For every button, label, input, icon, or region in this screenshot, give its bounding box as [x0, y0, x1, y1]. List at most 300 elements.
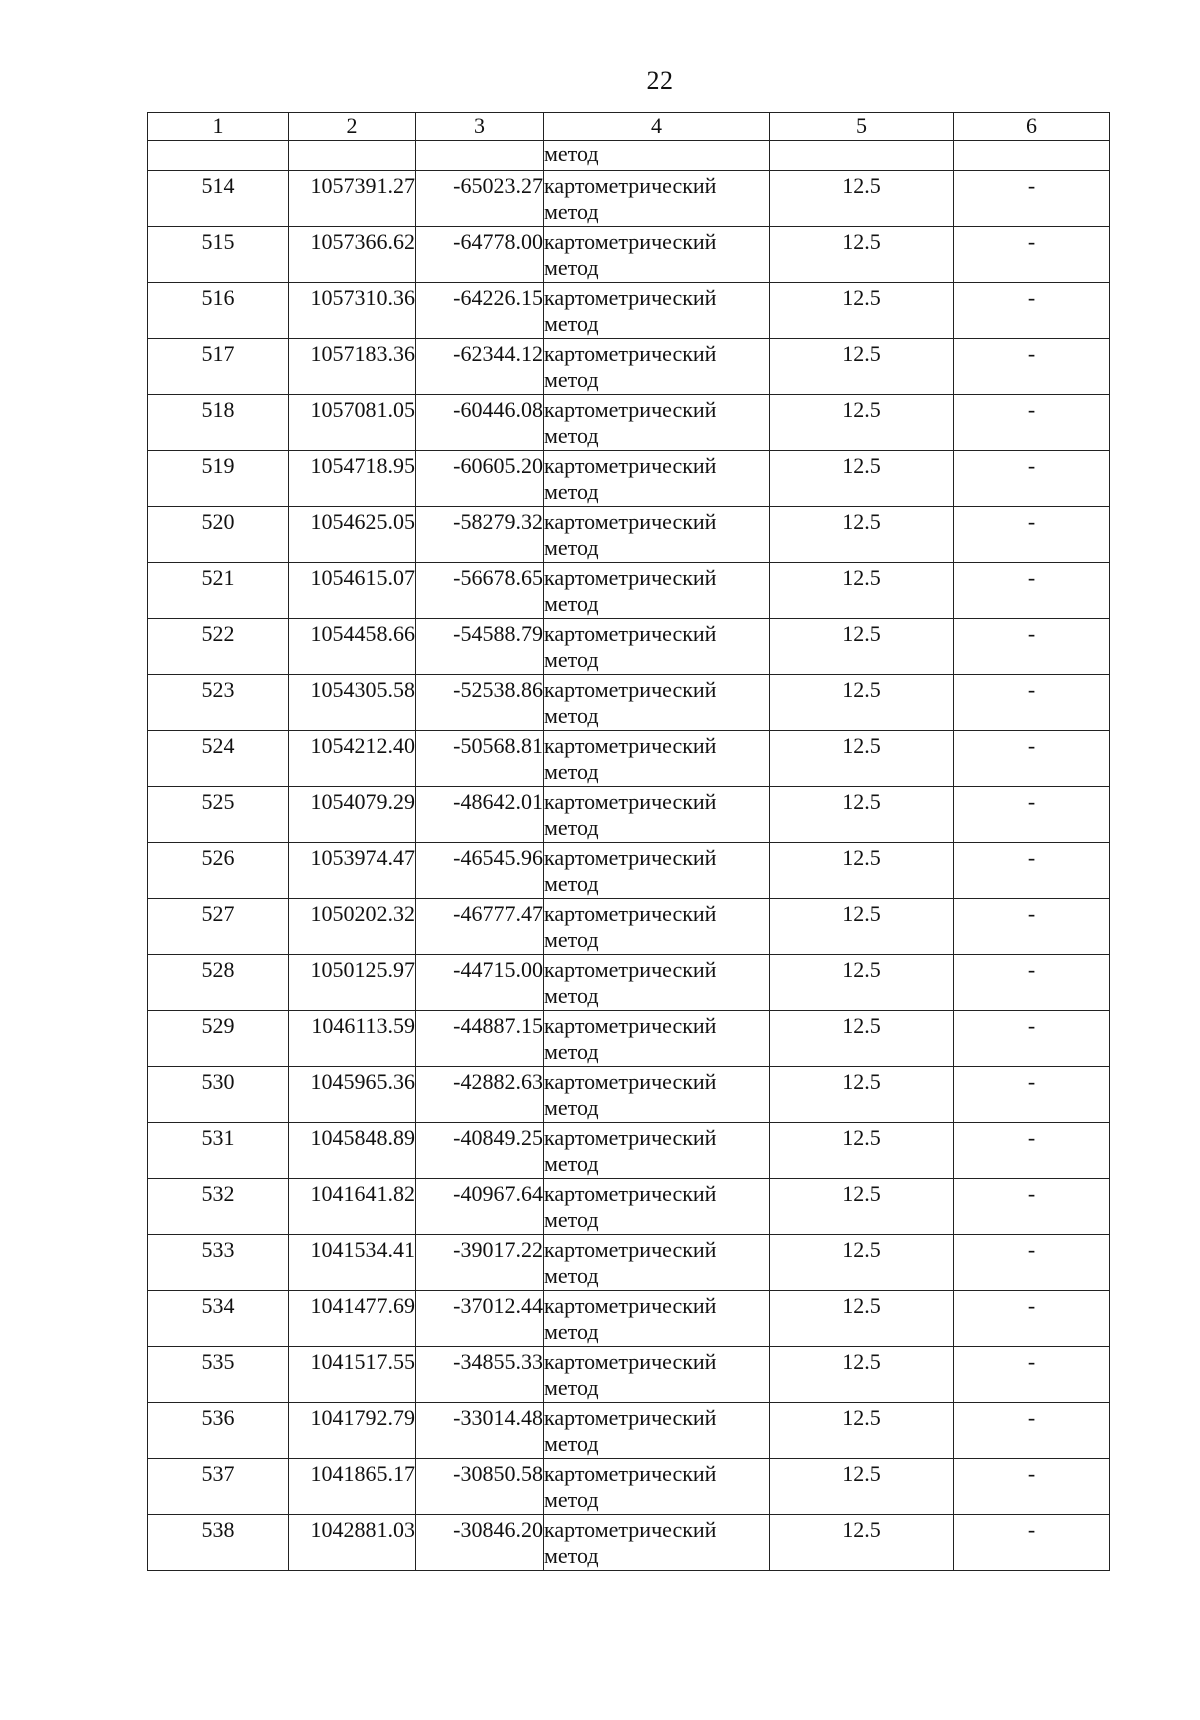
- accuracy-cell: [770, 1235, 954, 1291]
- method-cell: [544, 619, 770, 675]
- method-cell: [544, 1011, 770, 1067]
- note-cell: [954, 1179, 1110, 1235]
- table-row: [148, 731, 1110, 787]
- x-coordinate-cell-text: 1041792.79: [310, 1405, 415, 1430]
- x-coordinate-cell: [289, 731, 416, 787]
- point-number-cell-text: 514: [201, 173, 235, 198]
- x-coordinate-cell: [289, 899, 416, 955]
- y-coordinate-cell-text: -34855.33: [453, 1349, 543, 1374]
- x-coordinate-cell-text: 1057310.36: [310, 285, 415, 310]
- table-row: [148, 1067, 1110, 1123]
- point-number-cell-text: 531: [201, 1125, 235, 1150]
- accuracy-cell: [770, 1515, 954, 1571]
- method-cell-text: картометрический метод: [544, 1461, 717, 1512]
- method-cell-text: картометрический метод: [544, 621, 717, 672]
- table-row: [148, 843, 1110, 899]
- table-cell: [416, 141, 544, 171]
- accuracy-cell-text: 12.5: [842, 845, 881, 870]
- point-number-cell-text: 519: [201, 453, 235, 478]
- y-coordinate-cell-text: -64778.00: [453, 229, 543, 254]
- accuracy-cell: [770, 563, 954, 619]
- accuracy-cell: [770, 227, 954, 283]
- y-coordinate-cell-text: -56678.65: [453, 565, 543, 590]
- x-coordinate-cell-text: 1054615.07: [310, 565, 415, 590]
- point-number-cell-text: 537: [201, 1461, 235, 1486]
- y-coordinate-cell: [416, 1347, 544, 1403]
- y-coordinate-cell-text: -44715.00: [453, 957, 543, 982]
- x-coordinate-cell: [289, 1123, 416, 1179]
- point-number-cell-text: 534: [201, 1293, 235, 1318]
- table-body: [148, 141, 1110, 1571]
- note-cell-text: -: [1027, 1293, 1036, 1318]
- note-cell: [954, 731, 1110, 787]
- point-number-cell-text: 517: [201, 341, 235, 366]
- point-number-cell: [148, 955, 289, 1011]
- note-cell-text: -: [1027, 677, 1036, 702]
- accuracy-cell-text: 12.5: [842, 1461, 881, 1486]
- accuracy-cell-text: 12.5: [842, 1181, 881, 1206]
- y-coordinate-cell: [416, 395, 544, 451]
- method-cell: [544, 451, 770, 507]
- accuracy-cell: [770, 171, 954, 227]
- y-coordinate-cell-text: -46777.47: [453, 901, 543, 926]
- note-cell-text: -: [1027, 285, 1036, 310]
- accuracy-cell: [770, 1459, 954, 1515]
- method-cell-text: картометрический метод: [544, 677, 717, 728]
- note-cell-text: -: [1027, 901, 1036, 926]
- y-coordinate-cell: [416, 563, 544, 619]
- accuracy-cell: [770, 339, 954, 395]
- table-row: [148, 1347, 1110, 1403]
- note-cell-text: -: [1027, 341, 1036, 366]
- point-number-cell-text: 521: [201, 565, 235, 590]
- point-number-cell: [148, 1011, 289, 1067]
- note-cell: [954, 619, 1110, 675]
- method-cell-text: картометрический метод: [544, 453, 717, 504]
- note-cell: [954, 675, 1110, 731]
- table-row: [148, 955, 1110, 1011]
- method-cell: [544, 563, 770, 619]
- continuation-method-cell: метод: [544, 141, 770, 171]
- method-cell: [544, 955, 770, 1011]
- method-cell-text: картометрический метод: [544, 957, 717, 1008]
- method-cell-text: картометрический метод: [544, 789, 717, 840]
- note-cell-text: -: [1027, 789, 1036, 814]
- y-coordinate-cell-text: -52538.86: [453, 677, 543, 702]
- accuracy-cell-text: 12.5: [842, 1013, 881, 1038]
- x-coordinate-cell: [289, 675, 416, 731]
- x-coordinate-cell-text: 1041865.17: [310, 1461, 415, 1486]
- note-cell: [954, 1123, 1110, 1179]
- note-cell: [954, 171, 1110, 227]
- method-cell-text: картометрический метод: [544, 1181, 717, 1232]
- accuracy-cell: [770, 899, 954, 955]
- table-row: [148, 1123, 1110, 1179]
- method-cell: [544, 1067, 770, 1123]
- x-coordinate-cell: [289, 171, 416, 227]
- accuracy-cell: [770, 1123, 954, 1179]
- x-coordinate-cell: [289, 1347, 416, 1403]
- accuracy-cell-text: 12.5: [842, 509, 881, 534]
- note-cell: [954, 955, 1110, 1011]
- y-coordinate-cell-text: -54588.79: [453, 621, 543, 646]
- x-coordinate-cell-text: 1041534.41: [310, 1237, 415, 1262]
- point-number-cell: [148, 1067, 289, 1123]
- note-cell-text: -: [1027, 621, 1036, 646]
- point-number-cell-text: 520: [201, 509, 235, 534]
- y-coordinate-cell: [416, 843, 544, 899]
- method-cell: [544, 1291, 770, 1347]
- accuracy-cell-text: 12.5: [842, 397, 881, 422]
- point-number-cell: [148, 1459, 289, 1515]
- accuracy-cell-text: 12.5: [842, 453, 881, 478]
- y-coordinate-cell: [416, 1067, 544, 1123]
- note-cell-text: -: [1027, 509, 1036, 534]
- note-cell: [954, 563, 1110, 619]
- continuation-row: [148, 141, 1110, 171]
- accuracy-cell: [770, 843, 954, 899]
- method-cell-text: картометрический метод: [544, 509, 717, 560]
- y-coordinate-cell: [416, 1403, 544, 1459]
- method-cell: [544, 731, 770, 787]
- point-number-cell-text: 523: [201, 677, 235, 702]
- accuracy-cell-text: 12.5: [842, 1293, 881, 1318]
- table-cell: [770, 141, 954, 171]
- table-row: [148, 899, 1110, 955]
- method-cell: [544, 339, 770, 395]
- column-header: 2: [289, 113, 416, 141]
- x-coordinate-cell-text: 1057366.62: [310, 229, 415, 254]
- point-number-cell-text: 535: [201, 1349, 235, 1374]
- x-coordinate-cell: [289, 1459, 416, 1515]
- method-cell: [544, 395, 770, 451]
- note-cell: [954, 1067, 1110, 1123]
- method-cell: [544, 899, 770, 955]
- accuracy-cell-text: 12.5: [842, 1237, 881, 1262]
- point-number-cell: [148, 675, 289, 731]
- table-row: [148, 675, 1110, 731]
- note-cell: [954, 339, 1110, 395]
- table-cell: [289, 141, 416, 171]
- column-header: 1: [148, 113, 289, 141]
- table-row: [148, 451, 1110, 507]
- point-number-cell-text: 525: [201, 789, 235, 814]
- x-coordinate-cell-text: 1041641.82: [310, 1181, 415, 1206]
- x-coordinate-cell-text: 1054212.40: [310, 733, 415, 758]
- y-coordinate-cell-text: -62344.12: [453, 341, 543, 366]
- column-header: 5: [770, 113, 954, 141]
- note-cell: [954, 1235, 1110, 1291]
- point-number-cell: [148, 1291, 289, 1347]
- x-coordinate-cell: [289, 227, 416, 283]
- table-cell: [954, 141, 1110, 171]
- x-coordinate-cell: [289, 507, 416, 563]
- accuracy-cell-text: 12.5: [842, 677, 881, 702]
- y-coordinate-cell: [416, 227, 544, 283]
- point-number-cell-text: 536: [201, 1405, 235, 1430]
- x-coordinate-cell: [289, 1011, 416, 1067]
- point-number-cell-text: 518: [201, 397, 235, 422]
- method-cell-text: картометрический метод: [544, 1517, 717, 1568]
- point-number-cell: [148, 507, 289, 563]
- point-number-cell: [148, 731, 289, 787]
- x-coordinate-cell: [289, 451, 416, 507]
- method-cell-text: картометрический метод: [544, 1293, 717, 1344]
- accuracy-cell-text: 12.5: [842, 229, 881, 254]
- y-coordinate-cell: [416, 1515, 544, 1571]
- method-cell-text: картометрический метод: [544, 1013, 717, 1064]
- accuracy-cell-text: 12.5: [842, 1517, 881, 1542]
- point-number-cell-text: 516: [201, 285, 235, 310]
- point-number-cell: [148, 395, 289, 451]
- table-row: [148, 1515, 1110, 1571]
- note-cell-text: -: [1027, 397, 1036, 422]
- point-number-cell: [148, 1179, 289, 1235]
- x-coordinate-cell: [289, 563, 416, 619]
- y-coordinate-cell-text: -30850.58: [453, 1461, 543, 1486]
- y-coordinate-cell: [416, 171, 544, 227]
- point-number-cell: [148, 1235, 289, 1291]
- note-cell: [954, 1515, 1110, 1571]
- point-number-cell-text: 538: [201, 1517, 235, 1542]
- point-number-cell: [148, 1347, 289, 1403]
- point-number-cell-text: 527: [201, 901, 235, 926]
- x-coordinate-cell-text: 1041477.69: [310, 1293, 415, 1318]
- note-cell-text: -: [1027, 845, 1036, 870]
- note-cell-text: -: [1027, 1013, 1036, 1038]
- note-cell: [954, 395, 1110, 451]
- accuracy-cell-text: 12.5: [842, 789, 881, 814]
- note-cell-text: -: [1027, 1069, 1036, 1094]
- method-cell: [544, 227, 770, 283]
- method-cell-text: картометрический метод: [544, 733, 717, 784]
- table-row: [148, 1459, 1110, 1515]
- accuracy-cell: [770, 1067, 954, 1123]
- table-row: [148, 1291, 1110, 1347]
- note-cell: [954, 227, 1110, 283]
- note-cell: [954, 1347, 1110, 1403]
- coordinates-table: [147, 112, 1110, 1571]
- y-coordinate-cell: [416, 1291, 544, 1347]
- note-cell: [954, 1291, 1110, 1347]
- x-coordinate-cell-text: 1057391.27: [310, 173, 415, 198]
- y-coordinate-cell: [416, 675, 544, 731]
- accuracy-cell-text: 12.5: [842, 1405, 881, 1430]
- column-header: 6: [954, 113, 1110, 141]
- y-coordinate-cell-text: -58279.32: [453, 509, 543, 534]
- method-cell: [544, 283, 770, 339]
- method-cell: [544, 1515, 770, 1571]
- x-coordinate-cell: [289, 1179, 416, 1235]
- y-coordinate-cell: [416, 731, 544, 787]
- y-coordinate-cell-text: -30846.20: [453, 1517, 543, 1542]
- y-coordinate-cell-text: -42882.63: [453, 1069, 543, 1094]
- point-number-cell: [148, 899, 289, 955]
- point-number-cell-text: 528: [201, 957, 235, 982]
- table-row: [148, 339, 1110, 395]
- point-number-cell: [148, 283, 289, 339]
- y-coordinate-cell: [416, 1235, 544, 1291]
- accuracy-cell: [770, 283, 954, 339]
- note-cell: [954, 1459, 1110, 1515]
- point-number-cell: [148, 787, 289, 843]
- note-cell-text: -: [1027, 1461, 1036, 1486]
- y-coordinate-cell-text: -37012.44: [453, 1293, 543, 1318]
- x-coordinate-cell: [289, 1515, 416, 1571]
- note-cell: [954, 1011, 1110, 1067]
- method-cell: [544, 1179, 770, 1235]
- accuracy-cell: [770, 731, 954, 787]
- header-row: [148, 113, 1110, 141]
- y-coordinate-cell: [416, 507, 544, 563]
- y-coordinate-cell-text: -44887.15: [453, 1013, 543, 1038]
- accuracy-cell: [770, 1403, 954, 1459]
- accuracy-cell: [770, 787, 954, 843]
- x-coordinate-cell: [289, 843, 416, 899]
- method-cell: [544, 787, 770, 843]
- table-row: [148, 395, 1110, 451]
- note-cell-text: -: [1027, 565, 1036, 590]
- table-row: [148, 1235, 1110, 1291]
- x-coordinate-cell: [289, 1291, 416, 1347]
- x-coordinate-cell-text: 1045965.36: [310, 1069, 415, 1094]
- accuracy-cell-text: 12.5: [842, 1069, 881, 1094]
- y-coordinate-cell-text: -40849.25: [453, 1125, 543, 1150]
- y-coordinate-cell: [416, 1011, 544, 1067]
- accuracy-cell-text: 12.5: [842, 285, 881, 310]
- point-number-cell: [148, 339, 289, 395]
- x-coordinate-cell-text: 1054458.66: [310, 621, 415, 646]
- x-coordinate-cell-text: 1054718.95: [310, 453, 415, 478]
- method-cell-text: картометрический метод: [544, 229, 717, 280]
- method-cell-text: картометрический метод: [544, 341, 717, 392]
- table-row: [148, 1179, 1110, 1235]
- x-coordinate-cell: [289, 1403, 416, 1459]
- point-number-cell-text: 524: [201, 733, 235, 758]
- table-cell: [148, 141, 289, 171]
- y-coordinate-cell-text: -60446.08: [453, 397, 543, 422]
- table-row: [148, 787, 1110, 843]
- point-number-cell: [148, 563, 289, 619]
- accuracy-cell-text: 12.5: [842, 957, 881, 982]
- y-coordinate-cell-text: -50568.81: [453, 733, 543, 758]
- x-coordinate-cell: [289, 1235, 416, 1291]
- page-number: 22: [646, 66, 674, 95]
- accuracy-cell: [770, 395, 954, 451]
- x-coordinate-cell: [289, 339, 416, 395]
- x-coordinate-cell-text: 1057081.05: [310, 397, 415, 422]
- y-coordinate-cell-text: -64226.15: [453, 285, 543, 310]
- accuracy-cell: [770, 451, 954, 507]
- method-cell-text: картометрический метод: [544, 397, 717, 448]
- method-cell-text: картометрический метод: [544, 1349, 717, 1400]
- point-number-cell-text: 530: [201, 1069, 235, 1094]
- note-cell: [954, 283, 1110, 339]
- point-number-cell: [148, 451, 289, 507]
- point-number-cell: [148, 1515, 289, 1571]
- y-coordinate-cell-text: -65023.27: [453, 173, 543, 198]
- column-header: 4: [544, 113, 770, 141]
- method-cell-text: картометрический метод: [544, 1125, 717, 1176]
- x-coordinate-cell-text: 1054079.29: [310, 789, 415, 814]
- x-coordinate-cell-text: 1045848.89: [310, 1125, 415, 1150]
- x-coordinate-cell: [289, 1067, 416, 1123]
- accuracy-cell-text: 12.5: [842, 621, 881, 646]
- point-number-cell: [148, 619, 289, 675]
- point-number-cell: [148, 843, 289, 899]
- x-coordinate-cell-text: 1050125.97: [310, 957, 415, 982]
- point-number-cell: [148, 227, 289, 283]
- y-coordinate-cell: [416, 451, 544, 507]
- accuracy-cell-text: 12.5: [842, 341, 881, 366]
- note-cell-text: -: [1027, 1181, 1036, 1206]
- note-cell-text: -: [1027, 1349, 1036, 1374]
- accuracy-cell-text: 12.5: [842, 173, 881, 198]
- x-coordinate-cell-text: 1041517.55: [310, 1349, 415, 1374]
- note-cell-text: -: [1027, 453, 1036, 478]
- point-number-cell-text: 533: [201, 1237, 235, 1262]
- y-coordinate-cell: [416, 899, 544, 955]
- method-cell: [544, 1459, 770, 1515]
- accuracy-cell-text: 12.5: [842, 733, 881, 758]
- accuracy-cell: [770, 619, 954, 675]
- y-coordinate-cell-text: -40967.64: [453, 1181, 543, 1206]
- x-coordinate-cell-text: 1057183.36: [310, 341, 415, 366]
- y-coordinate-cell: [416, 1179, 544, 1235]
- y-coordinate-cell: [416, 619, 544, 675]
- method-cell-text: картометрический метод: [544, 1405, 717, 1456]
- method-cell-text: картометрический метод: [544, 1237, 717, 1288]
- point-number-cell-text: 529: [201, 1013, 235, 1038]
- y-coordinate-cell: [416, 787, 544, 843]
- accuracy-cell-text: 12.5: [842, 1349, 881, 1374]
- x-coordinate-cell-text: 1050202.32: [310, 901, 415, 926]
- note-cell: [954, 787, 1110, 843]
- method-cell: [544, 675, 770, 731]
- note-cell: [954, 1403, 1110, 1459]
- method-cell: [544, 171, 770, 227]
- method-cell-text: картометрический метод: [544, 1069, 717, 1120]
- note-cell-text: -: [1027, 229, 1036, 254]
- y-coordinate-cell-text: -33014.48: [453, 1405, 543, 1430]
- note-cell-text: -: [1027, 1125, 1036, 1150]
- method-cell-text: картометрический метод: [544, 845, 717, 896]
- method-cell: [544, 1403, 770, 1459]
- table-row: [148, 1403, 1110, 1459]
- accuracy-cell-text: 12.5: [842, 565, 881, 590]
- point-number-cell-text: 526: [201, 845, 235, 870]
- x-coordinate-cell-text: 1054305.58: [310, 677, 415, 702]
- x-coordinate-cell-text: 1053974.47: [310, 845, 415, 870]
- y-coordinate-cell-text: -46545.96: [453, 845, 543, 870]
- table-row: [148, 619, 1110, 675]
- x-coordinate-cell-text: 1054625.05: [310, 509, 415, 534]
- point-number-cell-text: 522: [201, 621, 235, 646]
- y-coordinate-cell-text: -60605.20: [453, 453, 543, 478]
- note-cell-text: -: [1027, 1517, 1036, 1542]
- y-coordinate-cell: [416, 955, 544, 1011]
- point-number-cell-text: 532: [201, 1181, 235, 1206]
- method-cell-text: картометрический метод: [544, 565, 717, 616]
- y-coordinate-cell-text: -48642.01: [453, 789, 543, 814]
- table-row: [148, 171, 1110, 227]
- method-cell: [544, 1123, 770, 1179]
- method-cell-text: картометрический метод: [544, 901, 717, 952]
- x-coordinate-cell: [289, 619, 416, 675]
- accuracy-cell: [770, 675, 954, 731]
- note-cell: [954, 507, 1110, 563]
- accuracy-cell: [770, 507, 954, 563]
